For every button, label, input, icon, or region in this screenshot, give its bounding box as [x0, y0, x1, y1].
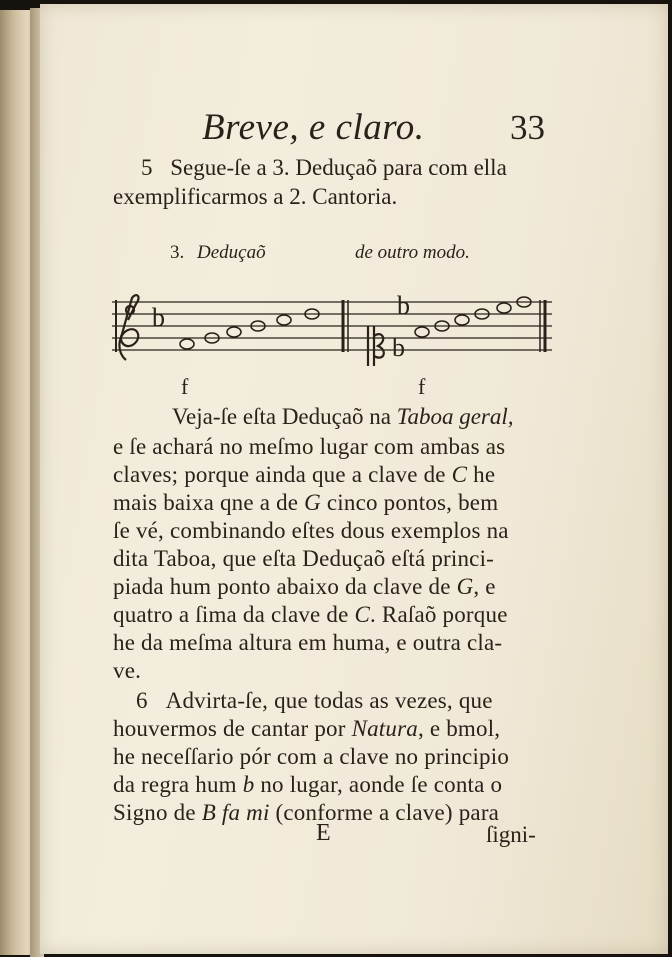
text: cinco pontos, bem	[320, 490, 499, 515]
text-italic: G	[456, 574, 474, 599]
page-number: 33	[510, 108, 545, 147]
body-line-1	[172, 404, 514, 430]
text-italic: C	[451, 462, 468, 487]
body-line-9: he da meſma altura em huma, e outra cla-	[113, 630, 503, 655]
text: piada hum ponto abaixo da clave de	[113, 574, 457, 599]
text: mais baixa qne a de	[113, 490, 305, 515]
paragraph-6-line-4	[113, 772, 502, 798]
paragraph-5-line-2: exemplificarmos a 2. Cantoria.	[113, 184, 398, 209]
body-line-6: dita Taboa, que eſta Deduçaõ eſtá princi-	[113, 546, 495, 571]
paragraph-6-line-3: he neceſſario pór com a clave no principio	[113, 744, 510, 769]
music-staff	[112, 290, 552, 370]
paragraph-5-line-1	[141, 155, 507, 181]
paragraph-6-line-1	[136, 688, 493, 714]
paragraph-6-line-2	[113, 716, 500, 742]
paragraph-6-line-5	[113, 800, 499, 826]
text: claves; porque ainda que a clave de	[113, 462, 452, 487]
text: . Raſaõ porque	[370, 602, 508, 627]
body-line-8	[113, 602, 508, 628]
text-italic: B fa mi	[201, 800, 270, 825]
text-italic: G	[304, 490, 321, 515]
text: Signo de	[113, 800, 202, 825]
svg-text:b: b	[397, 291, 410, 320]
running-title: Breve, e claro.	[202, 107, 425, 148]
body-line-3	[113, 462, 495, 488]
text: he	[467, 462, 496, 487]
text: Advirta-ſe, que todas as vezes, que	[165, 688, 493, 713]
text-italic: b	[242, 772, 255, 797]
text-italic: Natura	[351, 716, 418, 741]
body-line-7	[113, 574, 496, 600]
note-name-2: f	[418, 374, 426, 399]
text: , e bmol,	[417, 716, 501, 741]
body-line-10: ve.	[113, 658, 142, 683]
text: da regra hum	[113, 772, 243, 797]
paragraph-number: 5	[141, 155, 153, 180]
c-clef-icon	[368, 326, 384, 366]
example-subtitle: de outro modo.	[355, 242, 470, 263]
example-title: Deduçaõ	[197, 242, 266, 263]
svg-text:b: b	[152, 303, 165, 332]
body-line-4	[113, 490, 498, 516]
example-number: 3.	[170, 242, 185, 263]
text: quatro a ſima da clave de	[113, 602, 355, 627]
svg-text:b: b	[392, 333, 405, 362]
paragraph-text: Segue-ſe a 3. Deduçaõ para com ella	[170, 155, 507, 180]
example-label	[170, 242, 266, 264]
text: houvermos de cantar por	[113, 716, 352, 741]
text-italic: C	[354, 602, 371, 627]
text: , e	[473, 574, 496, 599]
left-page-edge	[0, 10, 34, 955]
catchword: ſigni-	[486, 822, 536, 847]
text-italic: Taboa geral,	[396, 404, 514, 429]
text: no lugar, aonde ſe conta o	[254, 772, 503, 797]
notes	[180, 297, 531, 349]
body-line-5: ſe vé, combinando eſtes dous exemplos na	[113, 518, 509, 543]
text: Veja-ſe eſta Deduçaõ na	[172, 404, 397, 429]
note-name-1: f	[181, 374, 189, 399]
paragraph-number: 6	[136, 688, 148, 713]
signature-mark: E	[316, 820, 331, 846]
body-line-2: e ſe achará no meſmo lugar com ambas as	[113, 434, 506, 459]
text: (conforme a clave) para	[269, 800, 500, 825]
